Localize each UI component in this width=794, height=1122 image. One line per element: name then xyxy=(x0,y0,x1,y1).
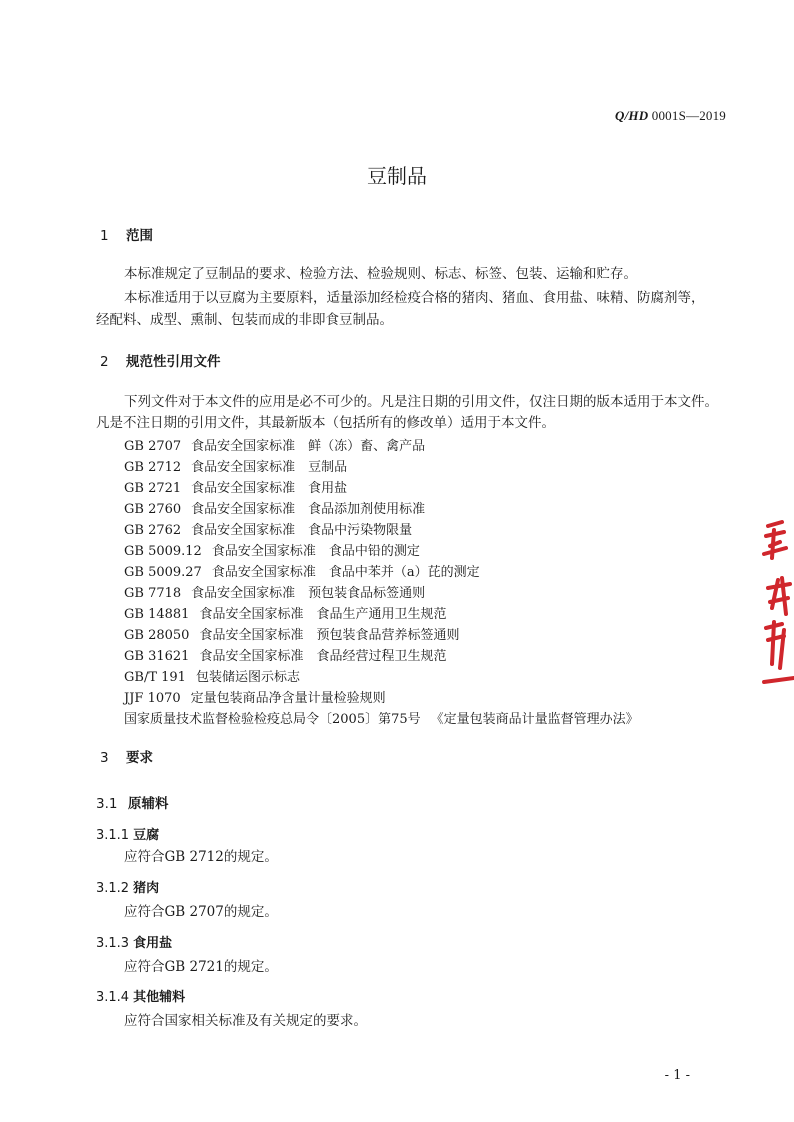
reference-item xyxy=(124,645,446,664)
clause-3-1-3-heading xyxy=(96,932,172,951)
reference-title: 食品安全国家标准 食品生产通用卫生规范 xyxy=(199,607,447,622)
reference-item xyxy=(124,435,425,454)
reference-code: JJF 1070 xyxy=(124,691,181,706)
reference-code: GB 7718 xyxy=(124,586,182,601)
scope-paragraph-1: 本标准规定了豆制品的要求、检验方法、检验规则、标志、标签、包装、运输和贮存。 xyxy=(124,266,637,282)
scope-paragraph-2-line-2: 经配料、成型、熏制、包装而成的非即食豆制品。 xyxy=(96,312,393,328)
reference-title: 食品安全国家标准 预包装食品营养标签通则 xyxy=(199,628,460,643)
clause-number: 3.1.4 xyxy=(96,990,130,1005)
section-number: 2 xyxy=(100,354,109,370)
clause-number: 3.1.1 xyxy=(96,828,130,843)
clause-number: 3.1.2 xyxy=(96,881,130,896)
reference-item xyxy=(124,498,425,517)
clause-title: 食用盐 xyxy=(133,936,173,951)
reference-title: 食品安全国家标准 食品中污染物限量 xyxy=(191,523,413,538)
seal-stamp xyxy=(760,518,794,688)
reference-title: 食品安全国家标准 食品经营过程卫生规范 xyxy=(199,649,447,664)
reference-code: GB 31621 xyxy=(124,649,190,664)
reference-title: 食品安全国家标准 食品中苯并（a）芘的测定 xyxy=(211,565,480,580)
clause-3-1-2-heading xyxy=(96,877,159,896)
code-rest: 0001S—2019 xyxy=(651,108,726,123)
refs-intro-line-1: 下列文件对于本文件的应用是必不可少的。凡是注日期的引用文件，仅注日期的版本适用于本文件。 xyxy=(124,394,718,410)
section-1-heading xyxy=(100,224,153,244)
reference-item xyxy=(124,477,347,496)
reference-title: 《定量包装商品计量监督管理办法》 xyxy=(430,712,639,727)
reference-item xyxy=(124,540,420,559)
clause-title: 豆腐 xyxy=(133,828,160,843)
section-number: 3 xyxy=(100,750,109,766)
clause-3-1-1-text: 应符合GB 2712的规定。 xyxy=(124,849,278,865)
clause-3-1-2-text: 应符合GB 2707的规定。 xyxy=(124,904,278,920)
standard-code xyxy=(615,108,726,124)
reference-item xyxy=(124,603,446,622)
scope-paragraph-2-line-1: 本标准适用于以豆腐为主要原料，适量添加经检疫合格的猪肉、猪血、食用盐、味精、防腐剂等， xyxy=(124,290,705,306)
section-title: 规范性引用文件 xyxy=(126,354,221,370)
reference-code: GB/T 191 xyxy=(124,670,186,685)
clause-number: 3.1.3 xyxy=(96,936,130,951)
clause-3-1-4-text: 应符合国家相关标准及有关规定的要求。 xyxy=(124,1013,367,1029)
code-prefix: Q/HD xyxy=(615,108,649,123)
reference-code: 国家质量技术监督检验检疫总局令〔2005〕第75号 xyxy=(124,712,421,727)
reference-title: 食品安全国家标准 食品中铅的测定 xyxy=(211,544,420,559)
section-number: 3.1 xyxy=(96,796,118,812)
page-number: - 1 - xyxy=(664,1068,690,1083)
refs-intro-line-2: 凡是不注日期的引用文件，其最新版本（包括所有的修改单）适用于本文件。 xyxy=(96,415,555,431)
reference-code: GB 2712 xyxy=(124,460,182,475)
section-2-heading xyxy=(100,350,221,370)
reference-code: GB 2721 xyxy=(124,481,182,496)
clause-3-1-1-heading xyxy=(96,824,159,843)
reference-title: 包装储运图示标志 xyxy=(195,670,300,685)
reference-title: 食品安全国家标准 预包装食品标签通则 xyxy=(191,586,426,601)
section-3-1-heading xyxy=(96,792,169,812)
reference-item xyxy=(124,561,480,580)
reference-title: 食品安全国家标准 食用盐 xyxy=(191,481,348,496)
clause-title: 其他辅料 xyxy=(133,990,186,1005)
reference-code: GB 2762 xyxy=(124,523,182,538)
reference-title: 食品安全国家标准 食品添加剂使用标准 xyxy=(191,502,426,517)
reference-item xyxy=(124,687,386,706)
section-title: 原辅料 xyxy=(128,796,169,812)
reference-title: 定量包装商品净含量计量检验规则 xyxy=(190,691,386,706)
clause-3-1-3-text: 应符合GB 2721的规定。 xyxy=(124,959,278,975)
reference-item xyxy=(124,624,459,643)
reference-item xyxy=(124,666,300,685)
section-3-heading xyxy=(100,746,153,766)
section-title: 范围 xyxy=(126,228,153,244)
reference-code: GB 5009.12 xyxy=(124,544,202,559)
clause-title: 猪肉 xyxy=(133,881,160,896)
reference-item xyxy=(124,456,347,475)
reference-title: 食品安全国家标准 豆制品 xyxy=(191,460,348,475)
reference-code: GB 5009.27 xyxy=(124,565,202,580)
reference-item xyxy=(124,708,639,727)
reference-item xyxy=(124,519,412,538)
reference-title: 食品安全国家标准 鲜（冻）畜、禽产品 xyxy=(191,439,426,454)
reference-code: GB 2707 xyxy=(124,439,182,454)
reference-code: GB 2760 xyxy=(124,502,182,517)
document-title: 豆制品 xyxy=(367,164,427,188)
reference-item xyxy=(124,582,425,601)
section-number: 1 xyxy=(100,228,109,244)
reference-code: GB 28050 xyxy=(124,628,190,643)
section-title: 要求 xyxy=(126,750,153,766)
reference-code: GB 14881 xyxy=(124,607,190,622)
clause-3-1-4-heading xyxy=(96,986,185,1005)
